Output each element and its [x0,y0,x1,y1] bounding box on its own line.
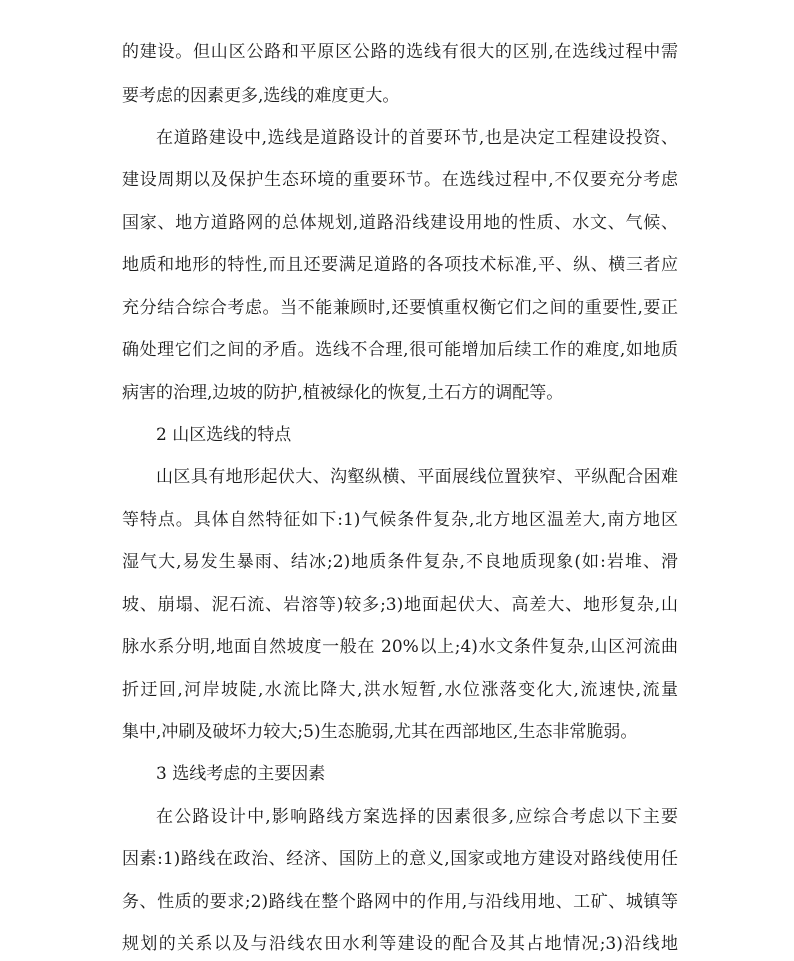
paragraph-line: 折迂回,河岸坡陡,水流比降大,洪水短暂,水位涨落变化大,流速快,流量 [122,680,678,700]
paragraph-line: 坡、崩塌、泥石流、岩溶等)较多;3)地面起伏大、高差大、地形复杂,山 [122,595,678,615]
paragraph-line: 山区具有地形起伏大、沟壑纵横、平面展线位置狭窄、平纵配合困难 [156,467,678,487]
paragraph-line: 国家、地方道路网的总体规划,道路沿线建设用地的性质、水文、气候、 [122,213,678,233]
paragraph-line: 病害的治理,边坡的防护,植被绿化的恢复,土石方的调配等。 [122,383,564,403]
paragraph-line: 在道路建设中,选线是道路设计的首要环节,也是决定工程建设投资、 [156,128,678,148]
paragraph-line: 充分结合综合考虑。当不能兼顾时,还要慎重权衡它们之间的重要性,要正 [122,298,678,318]
paragraph-line: 等特点。具体自然特征如下:1)气候条件复杂,北方地区温差大,南方地区 [122,510,678,530]
paragraph-line: 因素:1)路线在政治、经济、国防上的意义,国家或地方建设对路线使用任 [122,849,678,869]
paragraph-line: 脉水系分明,地面自然坡度一般在 20%以上;4)水文条件复杂,山区河流曲 [122,637,678,657]
paragraph-line: 确处理它们之间的矛盾。选线不合理,很可能增加后续工作的难度,如地质 [122,340,678,360]
paragraph-line: 湿气大,易发生暴雨、结冰;2)地质条件复杂,不良地质现象(如:岩堆、滑 [122,552,678,572]
paragraph-line: 地质和地形的特性,而且还要满足道路的各项技术标准,平、纵、横三者应 [122,255,678,275]
paragraph-line: 规划的关系以及与沿线农田水利等建设的配合及其占地情况;3)沿线地 [122,934,678,954]
paragraph-line: 集中,冲刷及破坏力较大;5)生态脆弱,尤其在西部地区,生态非常脆弱。 [122,722,638,742]
paragraph-line: 在公路设计中,影响路线方案选择的因素很多,应综合考虑以下主要 [156,807,678,827]
paragraph-line: 的建设。但山区公路和平原区公路的选线有很大的区别,在选线过程中需 [122,42,678,62]
section-heading: 2 山区选线的特点 [156,425,292,445]
paragraph-line: 要考虑的因素更多,选线的难度更大。 [122,86,400,106]
paragraph-line: 务、性质的要求;2)路线在整个路网中的作用,与沿线用地、工矿、城镇等 [122,892,678,912]
section-heading: 3 选线考虑的主要因素 [156,764,326,784]
paragraph-line: 建设周期以及保护生态环境的重要环节。在选线过程中,不仅要充分考虑 [122,170,678,190]
